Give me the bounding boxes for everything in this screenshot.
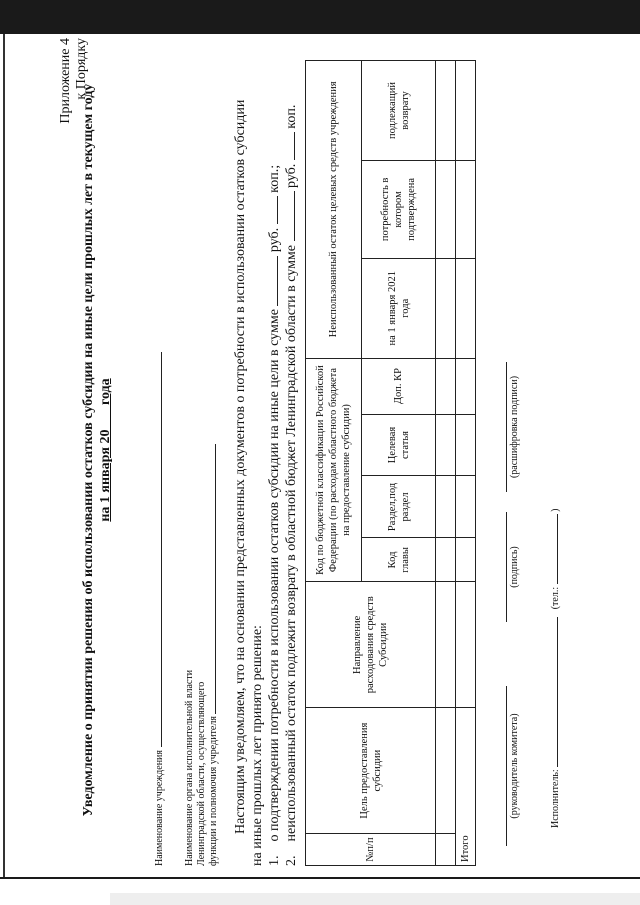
header-budget-code: Код по бюджетной классификации Российской Федерации (по расходам областного бюджета на предоставление субсидии)	[306, 358, 362, 582]
table-cell	[436, 61, 456, 161]
executor-underline	[557, 617, 558, 767]
header-jan1: на 1 января 2021 года	[362, 258, 436, 358]
header-purpose: Цель предоставления субсидии	[306, 708, 436, 834]
item1-rub-blank	[277, 256, 278, 306]
table-cell	[436, 414, 456, 476]
header-dop-kr: Доп. КР	[362, 358, 436, 414]
header-celevaya: Целевая статья	[362, 414, 436, 476]
item2-text: неиспользованный остаток подлежит возврату в областной бюджет Ленинградской области в сумме	[284, 244, 299, 842]
appendix-line2: к Порядку	[74, 38, 89, 100]
header-need: потребность в котором подтверждена	[362, 160, 436, 258]
decoding-label: (расшифровка подписи)	[509, 375, 520, 479]
item1-kop: коп.;	[267, 164, 282, 193]
executor-label: Исполнитель:	[550, 769, 561, 828]
header-razdel: Раздел,под раздел	[362, 476, 436, 538]
appendix-line1: Приложение 4	[58, 38, 73, 124]
authority-underline	[215, 444, 216, 714]
executor-field	[550, 509, 561, 828]
table-row	[436, 61, 456, 866]
authority-line3: функции и полномочия учредителя	[208, 716, 219, 866]
table-cell	[436, 476, 456, 538]
item2-number: 2.	[284, 855, 299, 866]
notice-item-2	[283, 105, 300, 866]
table-cell	[456, 160, 476, 258]
table-cell	[456, 538, 476, 582]
item1-kop-blank	[277, 196, 278, 224]
document-title	[80, 20, 114, 880]
item2-rub-blank	[294, 191, 295, 241]
notice-intro: Настоящим уведомляем, что на основании представленных документов о потребности в использовании остатков субсидии	[233, 99, 248, 834]
phone-label: (тел.:	[550, 586, 561, 610]
table-cell	[456, 476, 476, 538]
table-total-row	[456, 61, 476, 866]
item2-rub: руб.	[284, 163, 299, 188]
authority-line2: Ленинградской области, осуществляющего	[196, 681, 207, 866]
phone-close: )	[550, 508, 561, 512]
phone-underline	[557, 514, 558, 584]
item1-number: 1.	[267, 855, 282, 866]
table-cell	[456, 258, 476, 358]
authority-line1: Наименование органа исполнительной власти	[184, 669, 195, 866]
head-role-label: (руководитель комитета)	[509, 713, 520, 819]
header-return: подлежащий возврату	[362, 61, 436, 161]
left-border-line	[3, 34, 5, 877]
authority-field	[184, 444, 220, 866]
notice-intro-cont: на иные прошлых лет принято решение:	[250, 625, 265, 866]
table-header-row-1	[306, 61, 362, 866]
item2-kop: коп.	[284, 104, 299, 129]
item2-kop-blank	[294, 132, 295, 160]
table-cell	[456, 414, 476, 476]
table-cell	[436, 834, 456, 866]
table-cell	[436, 160, 456, 258]
subsidy-table	[305, 60, 476, 866]
title-date: на 1 января 20___ года	[98, 378, 113, 522]
decoding-line	[506, 362, 520, 492]
header-remainder: Неиспользованный остаток целевых средств учреждения	[306, 61, 362, 359]
header-code-glavy: Код главы	[362, 538, 436, 582]
item1-text: о подтверждении потребности в использовании остатков субсидии на иные цели в сумме	[267, 309, 282, 842]
table-cell	[436, 258, 456, 358]
table-cell	[436, 538, 456, 582]
table-cell	[436, 358, 456, 414]
signature-label: (подпись)	[509, 546, 520, 588]
signature-line	[506, 512, 520, 622]
total-label: Итого	[456, 708, 476, 866]
header-num: №п/п	[306, 834, 436, 866]
table-cell	[436, 582, 456, 708]
institution-field	[154, 352, 166, 866]
notice-item-1	[266, 165, 283, 866]
header-direction: Направление расходования средств Субсидии	[306, 582, 436, 708]
title-main: Уведомление о принятии решения об использовании остатков субсидии на иные цели прошлых лет в текущем году	[81, 83, 96, 817]
institution-underline	[161, 352, 162, 747]
table-cell	[456, 582, 476, 708]
item1-rub: руб.	[267, 227, 282, 253]
table-cell	[456, 61, 476, 161]
table-cell	[436, 708, 456, 834]
rotated-document-page	[50, 20, 610, 880]
head-role-line	[506, 686, 520, 846]
institution-label: Наименование учреждения	[154, 749, 165, 866]
table-cell	[456, 358, 476, 414]
bottom-strip	[110, 893, 640, 905]
